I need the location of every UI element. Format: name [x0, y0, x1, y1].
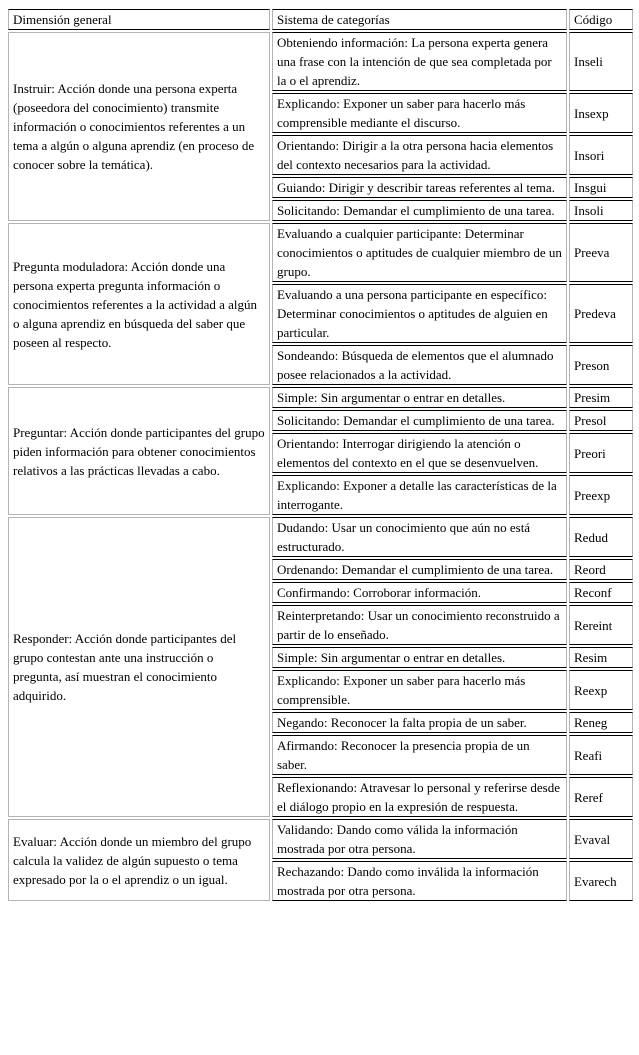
category-cell: Obteniendo información: La persona experta genera una frase con la intención de que sea completada por la o el aprendiz.	[272, 32, 567, 91]
dimension-cell: Evaluar: Acción donde un miembro del grupo calcula la validez de algún supuesto o tema expresado por la o el aprendiz o un igual.	[8, 819, 270, 901]
table-row	[8, 517, 633, 557]
code-cell: Inseli	[569, 32, 633, 91]
category-cell: Solicitando: Demandar el cumplimiento de una tarea.	[272, 410, 567, 431]
category-cell: Afirmando: Reconocer la presencia propia de un saber.	[272, 735, 567, 775]
category-cell: Explicando: Exponer un saber para hacerlo más comprensible.	[272, 670, 567, 710]
code-cell: Evaval	[569, 819, 633, 859]
category-cell: Rechazando: Dando como inválida la información mostrada por otra persona.	[272, 861, 567, 901]
code-cell: Preeva	[569, 223, 633, 282]
table-header-row	[8, 9, 633, 30]
code-cell: Reref	[569, 777, 633, 817]
category-cell: Solicitando: Demandar el cumplimiento de una tarea.	[272, 200, 567, 221]
code-cell: Preson	[569, 345, 633, 385]
table-row	[8, 387, 633, 408]
code-cell: Insgui	[569, 177, 633, 198]
dimension-cell: Pregunta moduladora: Acción donde una persona experta pregunta información o conocimientos referentes a la actividad a algún o alguna aprendiz en búsqueda del saber que poseen al respecto.	[8, 223, 270, 385]
code-cell: Preexp	[569, 475, 633, 515]
category-cell: Confirmando: Corroborar información.	[272, 582, 567, 603]
code-cell: Evarech	[569, 861, 633, 901]
table-row	[8, 32, 633, 91]
code-cell: Reneg	[569, 712, 633, 733]
category-cell: Guiando: Dirigir y describir tareas referentes al tema.	[272, 177, 567, 198]
code-cell: Redud	[569, 517, 633, 557]
category-table	[6, 7, 635, 903]
category-cell: Simple: Sin argumentar o entrar en detalles.	[272, 647, 567, 668]
category-cell: Explicando: Exponer a detalle las características de la interrogante.	[272, 475, 567, 515]
category-cell: Simple: Sin argumentar o entrar en detalles.	[272, 387, 567, 408]
code-cell: Reconf	[569, 582, 633, 603]
header-code: Código	[569, 9, 633, 30]
code-cell: Reexp	[569, 670, 633, 710]
category-cell: Negando: Reconocer la falta propia de un saber.	[272, 712, 567, 733]
table-row	[8, 223, 633, 282]
category-cell: Orientando: Interrogar dirigiendo la atención o elementos del contexto en el que se desenvuelven.	[272, 433, 567, 473]
category-cell: Evaluando a una persona participante en específico: Determinar conocimientos o aptitudes de alguien en particular.	[272, 284, 567, 343]
header-dimension: Dimensión general	[8, 9, 270, 30]
category-cell: Evaluando a cualquier participante: Determinar conocimientos o aptitudes de cualquier miembro de un grupo.	[272, 223, 567, 282]
category-cell: Sondeando: Búsqueda de elementos que el alumnado posee relacionados a la actividad.	[272, 345, 567, 385]
table-container	[6, 7, 635, 903]
code-cell: Reafi	[569, 735, 633, 775]
code-cell: Predeva	[569, 284, 633, 343]
category-cell: Dudando: Usar un conocimiento que aún no está estructurado.	[272, 517, 567, 557]
dimension-cell: Responder: Acción donde participantes del grupo contestan ante una instrucción o pregunta, así muestran el conocimiento adquirido.	[8, 517, 270, 817]
code-cell: Rereint	[569, 605, 633, 645]
category-cell: Reflexionando: Atravesar lo personal y referirse desde el diálogo propio en la expresión de respuesta.	[272, 777, 567, 817]
category-cell: Validando: Dando como válida la información mostrada por otra persona.	[272, 819, 567, 859]
code-cell: Insoli	[569, 200, 633, 221]
dimension-cell: Instruir: Acción donde una persona experta (poseedora del conocimiento) transmite información o conocimientos referentes a un tema a algún o alguna aprendiz (en proceso de conocer sobre la temática).	[8, 32, 270, 221]
code-cell: Insexp	[569, 93, 633, 133]
code-cell: Insori	[569, 135, 633, 175]
category-cell: Reinterpretando: Usar un conocimiento reconstruido a partir de lo enseñado.	[272, 605, 567, 645]
category-cell: Ordenando: Demandar el cumplimiento de una tarea.	[272, 559, 567, 580]
code-cell: Presim	[569, 387, 633, 408]
code-cell: Preori	[569, 433, 633, 473]
dimension-cell: Preguntar: Acción donde participantes del grupo piden información para obtener conocimientos relativos a las prácticas llevadas a cabo.	[8, 387, 270, 515]
category-cell: Orientando: Dirigir a la otra persona hacia elementos del contexto necesarios para la actividad.	[272, 135, 567, 175]
code-cell: Resim	[569, 647, 633, 668]
code-cell: Presol	[569, 410, 633, 431]
header-category: Sistema de categorías	[272, 9, 567, 30]
code-cell: Reord	[569, 559, 633, 580]
category-cell: Explicando: Exponer un saber para hacerlo más comprensible mediante el discurso.	[272, 93, 567, 133]
table-row	[8, 819, 633, 859]
